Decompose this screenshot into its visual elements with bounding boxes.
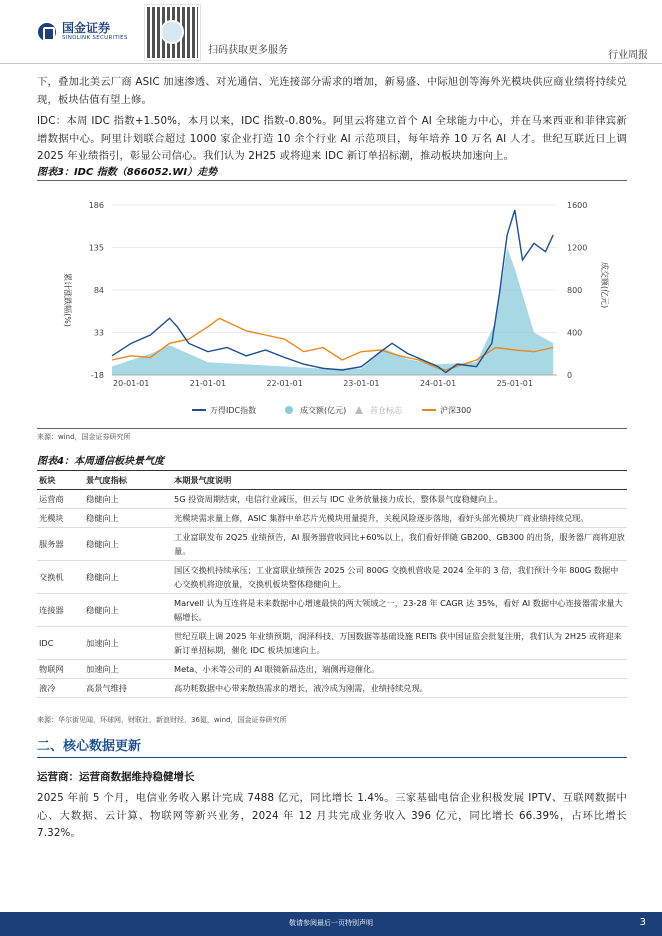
table-cell: 加速向上: [84, 627, 172, 660]
x-tick-label: 21-01-01: [189, 379, 227, 388]
table-row: [37, 594, 627, 627]
legend-swatch: [355, 406, 363, 414]
y2-tick-label: 0: [567, 371, 573, 380]
table-cell: 稳健向上: [84, 509, 172, 528]
y2-tick-label: 400: [567, 328, 583, 338]
table-row: [37, 561, 627, 594]
page-header: [0, 0, 662, 64]
table-cell: Meta、小米等公司的 AI 眼镜新品迭出，端侧再迎催化。: [172, 660, 627, 679]
table-cell: 服务器: [37, 528, 84, 561]
legend-label: 万得IDC指数: [210, 406, 257, 415]
qr-center-icon: [160, 20, 184, 44]
legend-label: 成交额(亿元): [300, 406, 347, 415]
table-row: [37, 509, 627, 528]
table-row: [37, 528, 627, 561]
x-tick-label: 23-01-01: [343, 379, 380, 388]
figure4-title: 图表4：本周通信板块景气度: [37, 456, 164, 467]
legend-swatch: [285, 406, 293, 414]
idc-index-chart: [37, 185, 627, 425]
paragraph-operator: 2025 年前 5 个月，电信业务收入累计完成 7488 亿元，同比增长 1.4%。三家基础电信企业积极发展 IPTV、互联网数据中心、大数据、云计算、物联网等新兴业务，2024 年 12 月共完成业务收入 396 亿元，同比增长 66.39%，占环比增长 7.32%。: [37, 792, 627, 839]
y-tick-label: -18: [90, 371, 104, 380]
volume-area: [112, 248, 553, 376]
table-header-cell: 本期景气度说明: [172, 471, 627, 490]
y-tick-label: 135: [88, 243, 104, 253]
legend-label: 首仓标志: [370, 406, 402, 415]
table-cell: 液冷: [37, 679, 84, 698]
table-header-cell: 景气度指标: [84, 471, 172, 490]
y2-tick-label: 800: [567, 286, 583, 295]
figure3-rule: [37, 180, 627, 181]
page-number: 3: [639, 917, 646, 928]
report-type: 行业周报: [608, 50, 648, 61]
y-axis-label: 累计涨跌幅(%): [63, 273, 72, 327]
figure3-source: 来源：wind，国金证券研究所: [37, 433, 131, 441]
section-subtitle: 运营商：运营商数据维持稳健增长: [37, 771, 195, 783]
table-cell: 光模块需求量上修，ASIC 集群中单芯片光模块用量提升，关税风险逐步落地，看好头部光模块厂商业绩持续兑现。: [172, 509, 627, 528]
y-tick-label: 33: [93, 328, 104, 338]
table-header-cell: 板块: [37, 471, 84, 490]
figure3-bottom-rule: [37, 428, 627, 429]
x-tick-label: 22-01-01: [266, 379, 303, 388]
table-cell: 稳健向上: [84, 490, 172, 509]
table-cell: 工业富联发布 2Q25 业绩预告，AI 服务器营收同比+60%以上，我们看好伴随 GB200、GB300 的出货，服务器厂商将迎放量。: [172, 528, 627, 561]
logo-en: SINOLINK SECURITIES: [62, 35, 128, 41]
paragraph-idc: IDC：本周 IDC 指数+1.50%，本月以来，IDC 指数-0.80%。阿里云将建立首个 AI 全球能力中心，并在马来西亚和菲律宾新增数据中心。阿里计划联合超过 1000 家企业打造 10 余个行业 AI 示范项目，每年培养 10 万名 AI 人才。世纪互联近日上调 2025 年业绩指引，彰显公司信心。我们认为 2H25 或将迎来 IDC 新订单招标潮，推动板块加速向上。: [37, 115, 627, 162]
table-cell: 稳健向上: [84, 594, 172, 627]
logo-icon: [38, 23, 56, 41]
table-cell: 稳健向上: [84, 528, 172, 561]
table-cell: 世纪互联上调 2025 年业绩预期，润泽科技、万国数据等基础设施 REITs 获中国证监会批复注册，我们认为 2H25 或将迎来新订单招标期，催化 IDC 板块加速向上。: [172, 627, 627, 660]
y-tick-label: 84: [93, 286, 104, 295]
sector-table: [37, 470, 627, 698]
table-cell: 光模块: [37, 509, 84, 528]
table-cell: 交换机: [37, 561, 84, 594]
table-row: [37, 627, 627, 660]
section-rule: [37, 757, 627, 758]
x-tick-label: 24-01-01: [419, 379, 457, 388]
page-footer: [0, 912, 662, 936]
table-cell: 国区交换机持续承压；工业富联业绩预告 2025 公司 800G 交换机营收是 2024 全年的 3 倍，我们预计今年 800G 数据中心交换机将迎放量，交换机板块整体稳健向上。: [172, 561, 627, 594]
table-cell: Marvell 认为互连将是未来数据中心增速最快的两大领域之一，23-28 年 CAGR 达 35%，看好 AI 数据中心连接器需求量大幅增长。: [172, 594, 627, 627]
x-tick-label: 20-01-01: [113, 379, 150, 388]
qr-label: 扫码获取更多服务: [208, 45, 288, 56]
y2-axis-label: 成交额(亿元): [600, 261, 609, 309]
y2-tick-label: 1600: [567, 201, 588, 210]
table-cell: 加速向上: [84, 660, 172, 679]
legend-label: 沪深300: [440, 406, 472, 415]
figure4-source: 来源：华尔街见闻，环球网，财联社，新浪财经，36氪，wind，国金证券研究所: [37, 716, 287, 724]
figure3-title: 图表3：IDC 指数（866052.WI）走势: [37, 167, 218, 178]
table-header: [37, 471, 627, 490]
y2-tick-label: 1200: [567, 243, 588, 253]
table-cell: 5G 投资周期结束，电信行业减压，但云与 IDC 业务放量接力成长，整体景气度稳健向上。: [172, 490, 627, 509]
table-cell: 物联网: [37, 660, 84, 679]
table-cell: 连接器: [37, 594, 84, 627]
table-row: [37, 660, 627, 679]
x-tick-label: 25-01-01: [496, 379, 533, 388]
section-title: 二、核心数据更新: [37, 739, 142, 754]
logo-cn: 国金证券: [62, 21, 111, 35]
company-logo: [38, 22, 128, 41]
table-cell: IDC: [37, 627, 84, 660]
footer-disclaimer: 敬请参阅最后一页特别声明: [289, 919, 373, 927]
table-row: [37, 679, 627, 698]
paragraph-optical: 下，叠加北美云厂商 ASIC 加速渗透、对光通信、光连接部分需求的增加，新易盛、中际旭创等海外光模块供应商业绩将持续兑现，板块估值有望上修。: [37, 76, 627, 106]
table-cell: 运营商: [37, 490, 84, 509]
table-cell: 高功耗数据中心带来散热需求的增长，液冷成为刚需，业绩持续兑现。: [172, 679, 627, 698]
y-tick-label: 186: [88, 201, 104, 210]
table-cell: 稳健向上: [84, 561, 172, 594]
table-cell: 高景气维持: [84, 679, 172, 698]
table-row: [37, 490, 627, 509]
